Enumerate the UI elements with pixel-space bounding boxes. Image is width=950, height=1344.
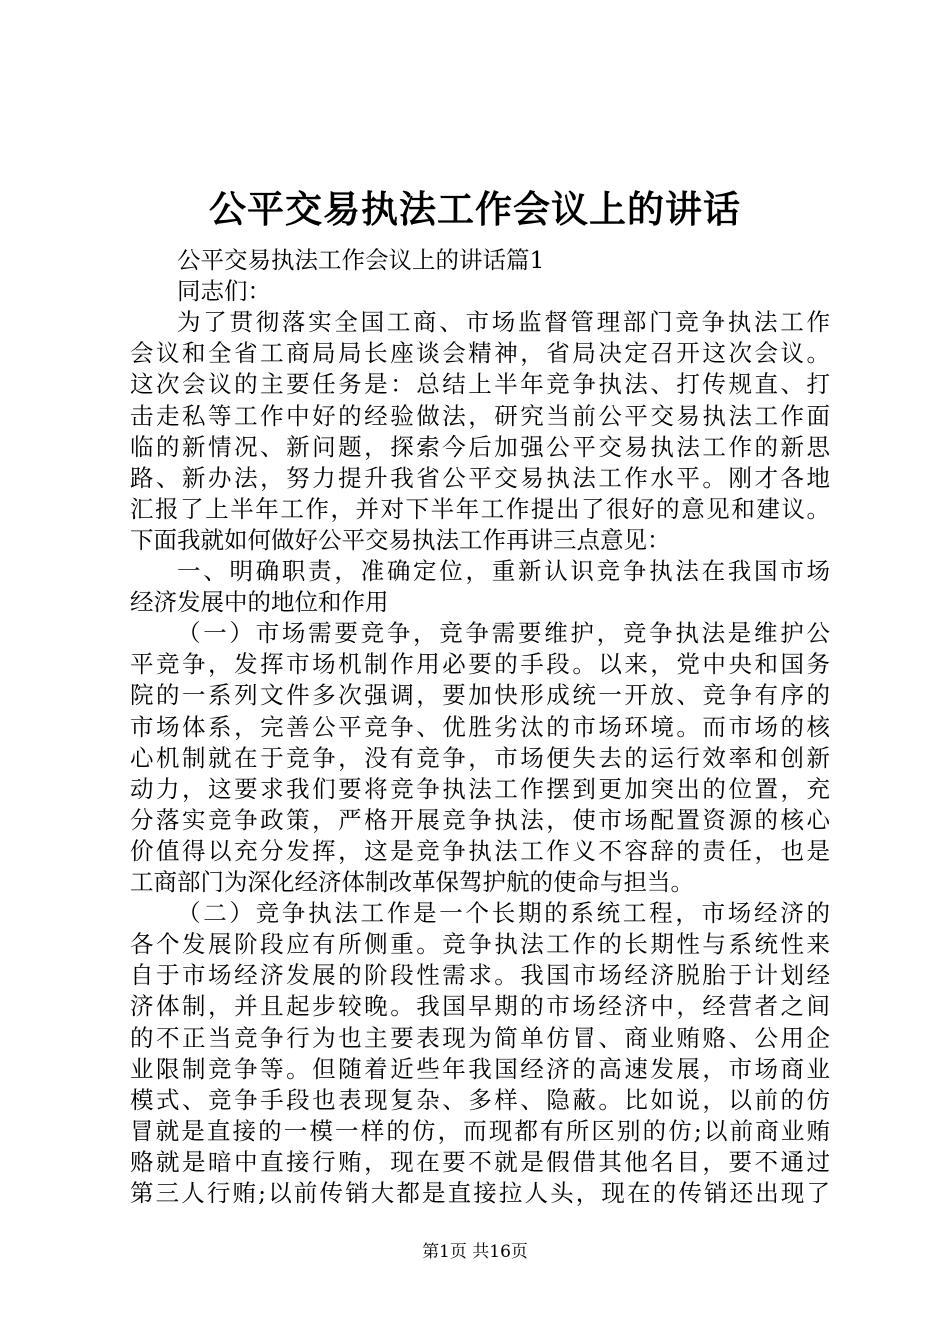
text-line: 分落实竞争政策，严格开展竞争执法，使市场配置资源的核心 <box>130 805 830 834</box>
text-line: 同志们： <box>177 277 271 306</box>
text-line: 业限制竞争等。但随着近些年我国经济的高速发展，市场商业 <box>130 1054 830 1083</box>
text-line: 第三人行贿;以前传销大都是直接拉人头，现在的传销还出现了 <box>130 1179 830 1207</box>
text-line: 动力，这要求我们要将竞争执法工作摆到更加突出的位置，充 <box>130 774 830 803</box>
text-line: （一）市场需要竞争，竞争需要维护，竞争执法是维护公 <box>177 619 830 648</box>
text-line: 自于市场经济发展的阶段性需求。我国市场经济脱胎于计划经 <box>130 961 830 990</box>
text-line: 平竞争，发挥市场机制作用必要的手段。以来，党中央和国务 <box>130 650 830 679</box>
text-line: 心机制就在于竞争，没有竞争，市场便失去的运行效率和创新 <box>130 743 830 772</box>
text-line: 临的新情况、新问题，探索今后加强公平交易执法工作的新思 <box>130 432 830 461</box>
text-line: 赂就是暗中直接行贿，现在要不就是假借其他名目，要不通过 <box>130 1147 830 1176</box>
text-line: 公平交易执法工作会议上的讲话篇1 <box>177 246 545 274</box>
text-line: 一、明确职责，准确定位，重新认识竞争执法在我国市场 <box>177 557 830 585</box>
page-footer: 第1页 共16页 <box>422 1242 528 1262</box>
text-line: 济体制，并且起步较晚。我国早期的市场经济中，经营者之间 <box>130 992 830 1021</box>
text-line: 冒就是直接的一模一样的仿，而现都有所区别的仿;以前商业贿 <box>130 1116 830 1145</box>
text-line: （二）竞争执法工作是一个长期的系统工程，市场经济的 <box>177 899 830 928</box>
text-line: 各个发展阶段应有所侧重。竞争执法工作的长期性与系统性来 <box>130 930 830 959</box>
text-line: 下面我就如何做好公平交易执法工作再讲三点意见： <box>130 525 671 554</box>
text-line: 击走私等工作中好的经验做法，研究当前公平交易执法工作面 <box>130 401 830 430</box>
text-line: 市场体系，完善公平竞争、优胜劣汰的市场环境。而市场的核 <box>130 712 830 741</box>
text-line: 模式、竞争手段也表现复杂、多样、隐蔽。比如说，以前的仿 <box>130 1085 830 1114</box>
text-line: 院的一系列文件多次强调，要加快形成统一开放、竞争有序的 <box>130 681 830 710</box>
text-line: 工商部门为深化经济体制改革保驾护航的使命与担当。 <box>130 868 694 896</box>
text-line: 经济发展中的地位和作用 <box>130 588 389 617</box>
text-line: 的不正当竞争行为也主要表现为简单仿冒、商业贿赂、公用企 <box>130 1023 830 1052</box>
text-line: 路、新办法，努力提升我省公平交易执法工作水平。刚才各地 <box>130 463 830 492</box>
text-line: 这次会议的主要任务是：总结上半年竞争执法、打传规直、打 <box>130 370 830 399</box>
text-line: 会议和全省工商局局长座谈会精神，省局决定召开这次会议。 <box>130 339 830 368</box>
document-title: 公平交易执法工作会议上的讲话 <box>209 187 741 231</box>
text-line: 为了贯彻落实全国工商、市场监督管理部门竞争执法工作 <box>177 308 830 337</box>
text-line: 汇报了上半年工作，并对下半年工作提出了很好的意见和建议。 <box>130 494 830 523</box>
text-line: 价值得以充分发挥，这是竞争执法工作义不容辞的责任，也是 <box>130 836 830 865</box>
